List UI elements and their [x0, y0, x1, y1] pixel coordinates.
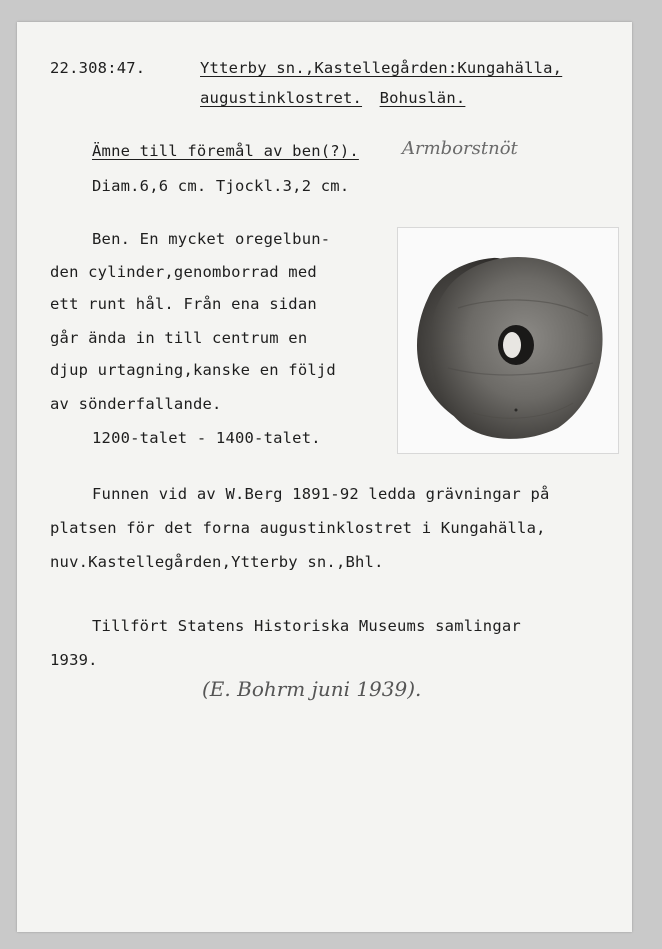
description-line: ett runt hål. Från ena sidan — [50, 295, 317, 313]
accession-year: 1939. — [50, 651, 98, 669]
signature: (E. Bohrm juni 1939). — [202, 677, 422, 701]
object-title: Ämne till föremål av ben(?). — [92, 142, 359, 160]
description-line: av sönderfallande. — [50, 395, 222, 413]
province: Bohuslän. — [379, 89, 466, 107]
catalog-card — [17, 22, 632, 932]
accession-line: Tillfört Statens Historiska Museums samlingar — [92, 617, 521, 635]
dating: 1200-talet - 1400-talet. — [92, 429, 321, 447]
site-monastery: augustinklostret. — [200, 89, 363, 107]
bone-disc-image — [398, 228, 618, 453]
description-line: den cylinder,genomborrad med — [50, 263, 317, 281]
object-photo — [397, 227, 619, 454]
description-line: går ända in till centrum en — [50, 329, 308, 347]
find-line: platsen för det forna augustinklostret i Kungahälla, — [50, 519, 546, 537]
catalog-number: 22.308:47. — [50, 59, 146, 77]
dimensions: Diam.6,6 cm. Tjockl.3,2 cm. — [92, 177, 350, 195]
find-line: nuv.Kastellegården,Ytterby sn.,Bhl. — [50, 553, 384, 571]
site-line-1: Ytterby sn.,Kastellegården:Kungahälla, — [200, 59, 563, 77]
handwritten-note: Armborstnöt — [402, 138, 518, 159]
description-line: djup urtagning,kanske en följd — [50, 361, 336, 379]
description-line: Ben. En mycket oregelbun- — [92, 230, 331, 248]
site-line-2 — [200, 89, 465, 107]
find-line: Funnen vid av W.Berg 1891-92 ledda grävningar på — [92, 485, 550, 503]
